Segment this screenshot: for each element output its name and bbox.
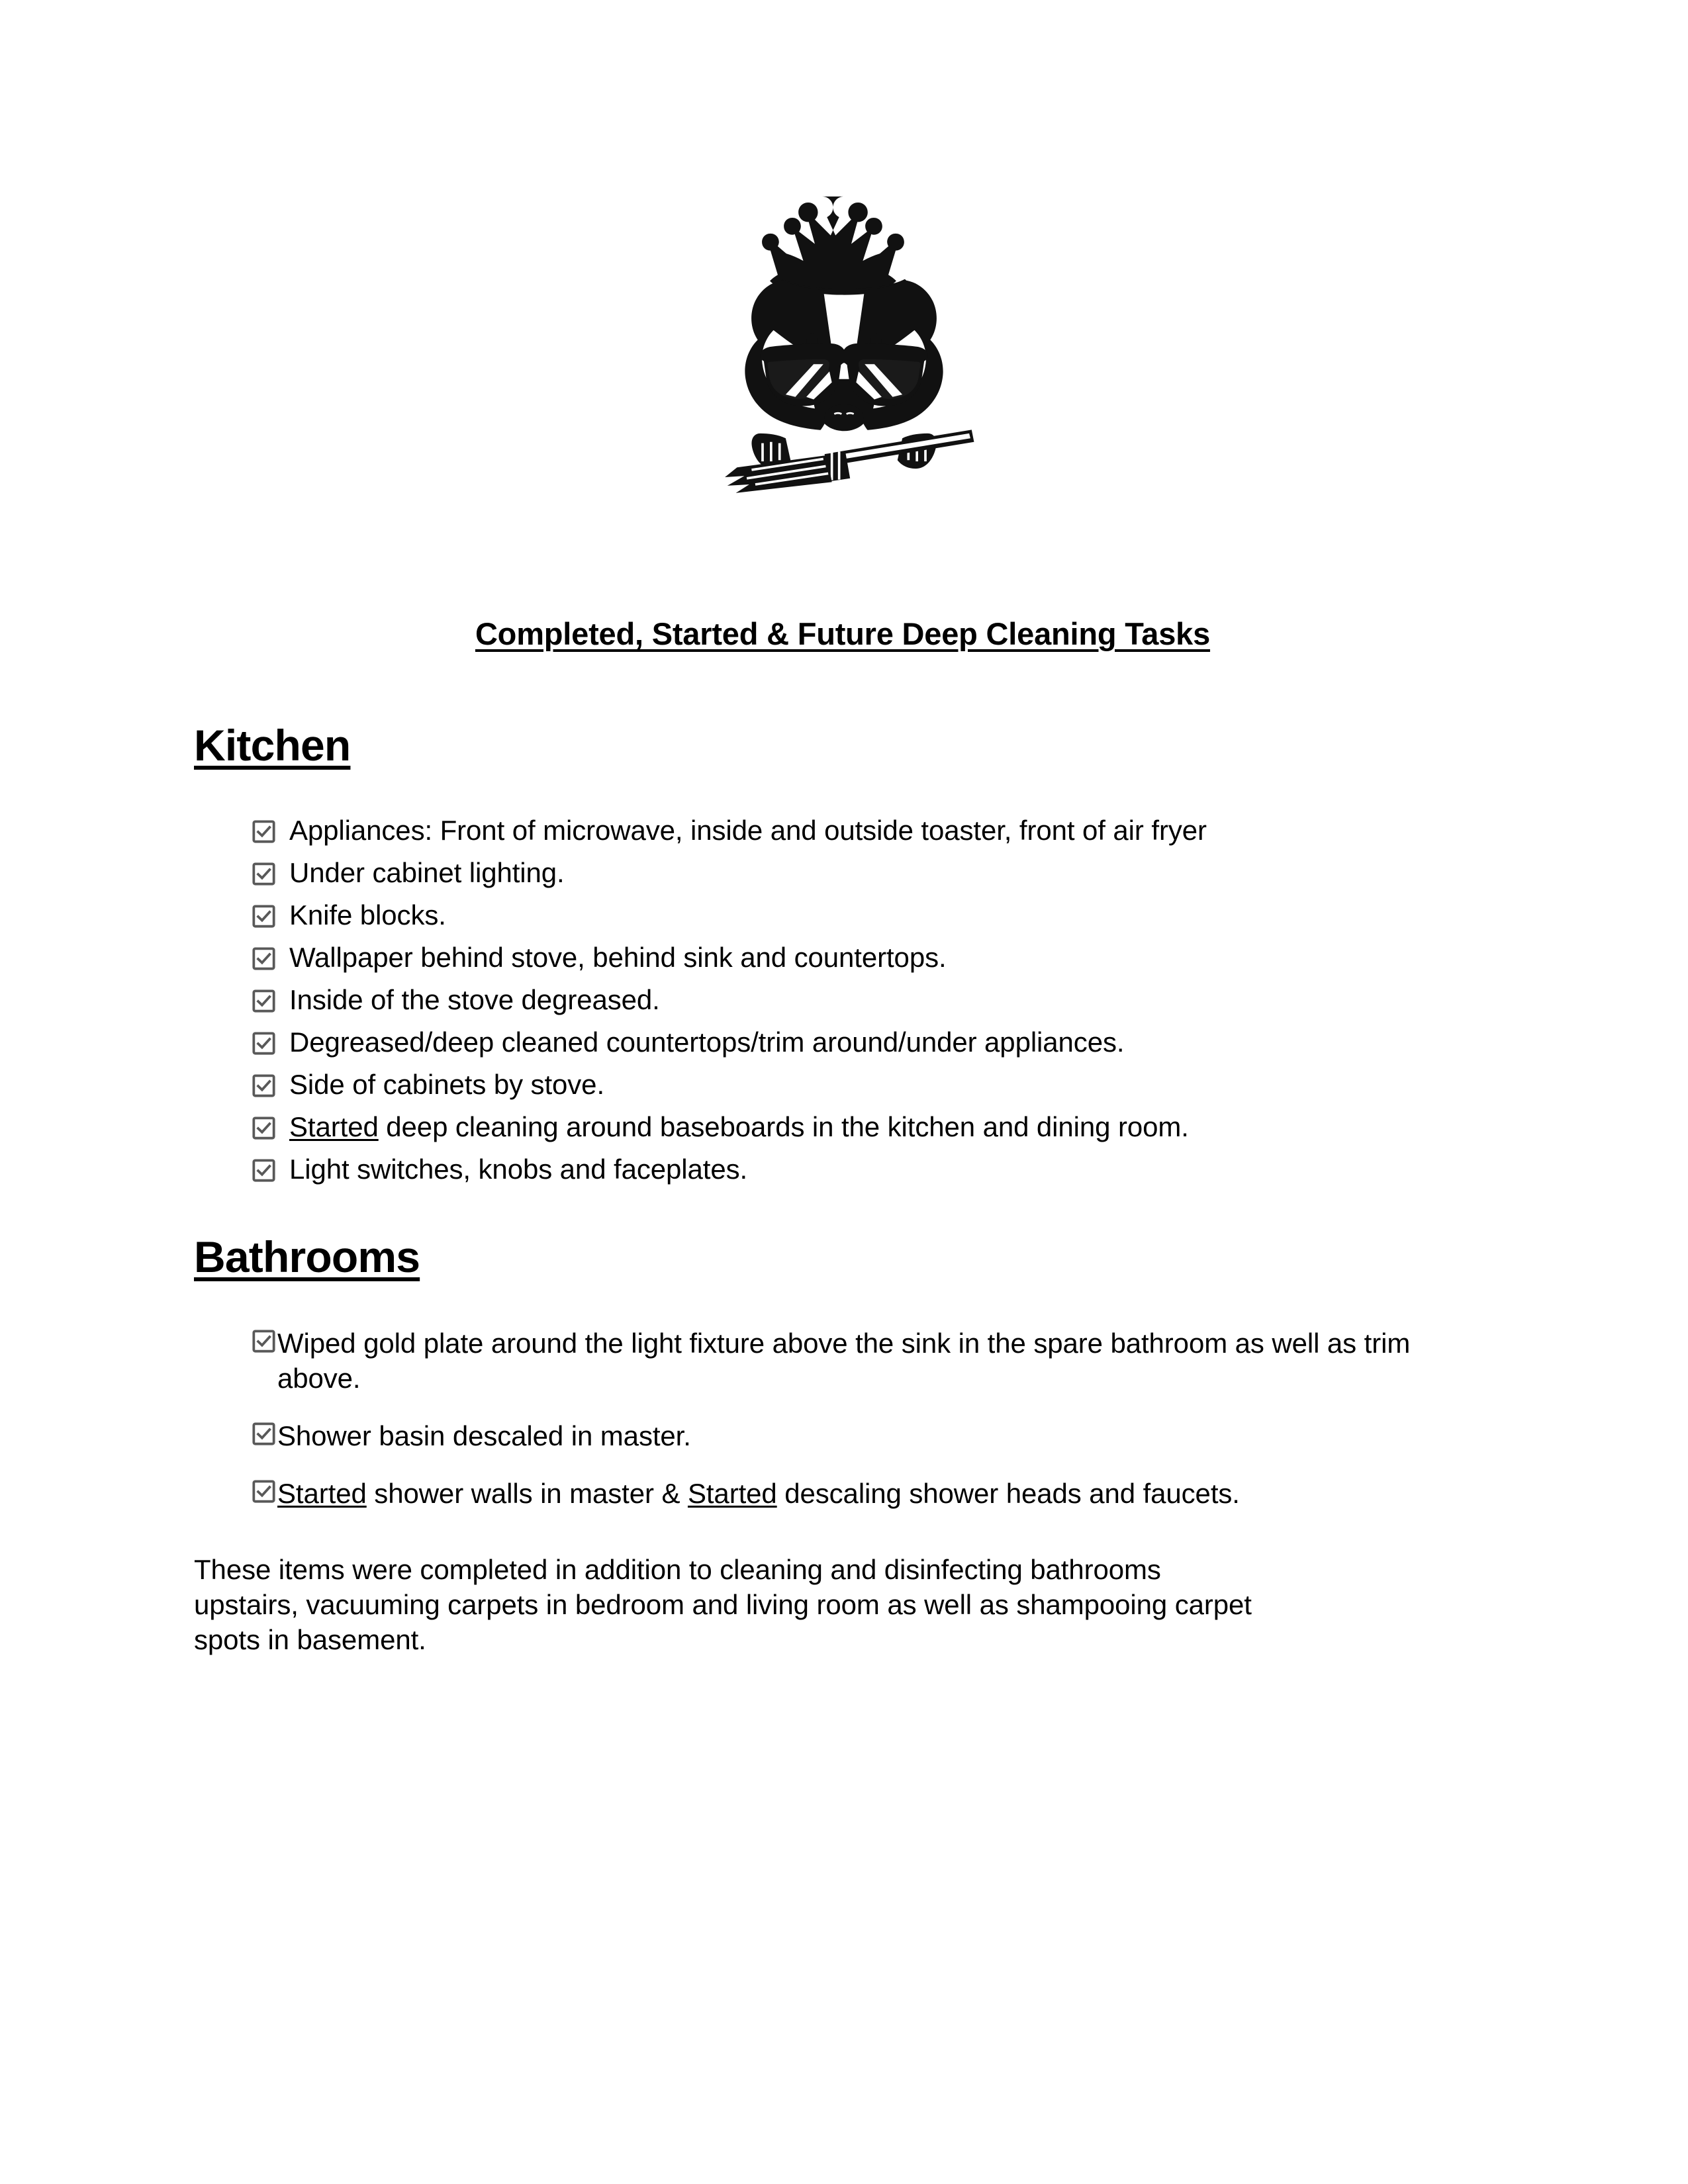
list-item-text: Side of cabinets by stove.: [289, 1069, 605, 1101]
checked-checkbox-icon[interactable]: [252, 905, 275, 928]
list-item[interactable]: [252, 1419, 1491, 1454]
checked-checkbox-icon[interactable]: [252, 947, 275, 970]
checked-checkbox-icon[interactable]: [252, 1480, 275, 1503]
logo-container: [0, 177, 1688, 495]
section-heading-bathrooms: [194, 1232, 1491, 1283]
checked-checkbox-icon[interactable]: [252, 1422, 275, 1445]
list-item[interactable]: [252, 1156, 1491, 1183]
list-item[interactable]: [252, 1113, 1491, 1141]
checked-checkbox-icon[interactable]: [252, 1330, 275, 1353]
list-item-text: Inside of the stove degreased.: [289, 984, 660, 1016]
list-item-text: Knife blocks.: [289, 899, 446, 931]
closing-paragraph: These items were completed in addition to cleaning and disinfecting bathrooms upstairs, vacuuming carpets in bedroom and living room as well as shampooing carpet spots in basement.: [194, 1553, 1252, 1655]
list-item-text: Degreased/deep cleaned countertops/trim around/under appliances.: [289, 1026, 1125, 1058]
list-item-text: [289, 1113, 1189, 1141]
list-item-text: Under cabinet lighting.: [289, 857, 565, 889]
document-content: [194, 615, 1491, 1658]
checked-checkbox-icon[interactable]: [252, 1159, 275, 1182]
list-item-text: Shower basin descaled in master.: [277, 1420, 691, 1452]
checked-checkbox-icon[interactable]: [252, 1032, 275, 1055]
list-item[interactable]: [252, 1071, 1491, 1099]
list-item-text: Light switches, knobs and faceplates.: [289, 1154, 748, 1185]
list-item-text-rest: deep cleaning around baseboards in the kitchen and dining room.: [378, 1111, 1189, 1143]
list-item[interactable]: [252, 1477, 1491, 1512]
list-item-text-mid: shower walls in master &: [366, 1477, 688, 1509]
checklist-kitchen: [252, 817, 1491, 1183]
started-emphasis: Started: [289, 1111, 379, 1143]
list-item-text: [277, 1477, 1240, 1512]
checked-checkbox-icon[interactable]: [252, 820, 275, 843]
started-emphasis-second: Started: [687, 1477, 777, 1509]
checked-checkbox-icon[interactable]: [252, 1074, 275, 1097]
list-item[interactable]: [252, 1028, 1491, 1056]
list-item-text-rest: descaling shower heads and faucets.: [776, 1477, 1240, 1509]
checklist-bathrooms: [252, 1326, 1491, 1512]
section-heading-kitchen-label: Kitchen: [194, 721, 351, 770]
checked-checkbox-icon[interactable]: [252, 862, 275, 886]
list-item[interactable]: [252, 944, 1491, 972]
badger-mascot-logo: [688, 177, 1000, 495]
checked-checkbox-icon[interactable]: [252, 1116, 275, 1140]
list-item-text: Wallpaper behind stove, behind sink and countertops.: [289, 942, 947, 974]
list-item-text: Wiped gold plate around the light fixture above the sink in the spare bathroom as well as trim above.: [277, 1328, 1411, 1394]
section-heading-kitchen: [194, 721, 1491, 771]
page-title: Completed, Started & Future Deep Cleaning Tasks: [475, 616, 1211, 651]
list-item[interactable]: [252, 859, 1491, 887]
list-item[interactable]: [252, 1326, 1491, 1396]
checked-checkbox-icon[interactable]: [252, 989, 275, 1013]
list-item[interactable]: [252, 986, 1491, 1014]
started-emphasis: Started: [277, 1477, 367, 1509]
list-item-text: Appliances: Front of microwave, inside and outside toaster, front of air fryer: [289, 815, 1207, 846]
list-item[interactable]: [252, 817, 1491, 844]
list-item[interactable]: [252, 901, 1491, 929]
section-heading-bathrooms-label: Bathrooms: [194, 1232, 420, 1282]
